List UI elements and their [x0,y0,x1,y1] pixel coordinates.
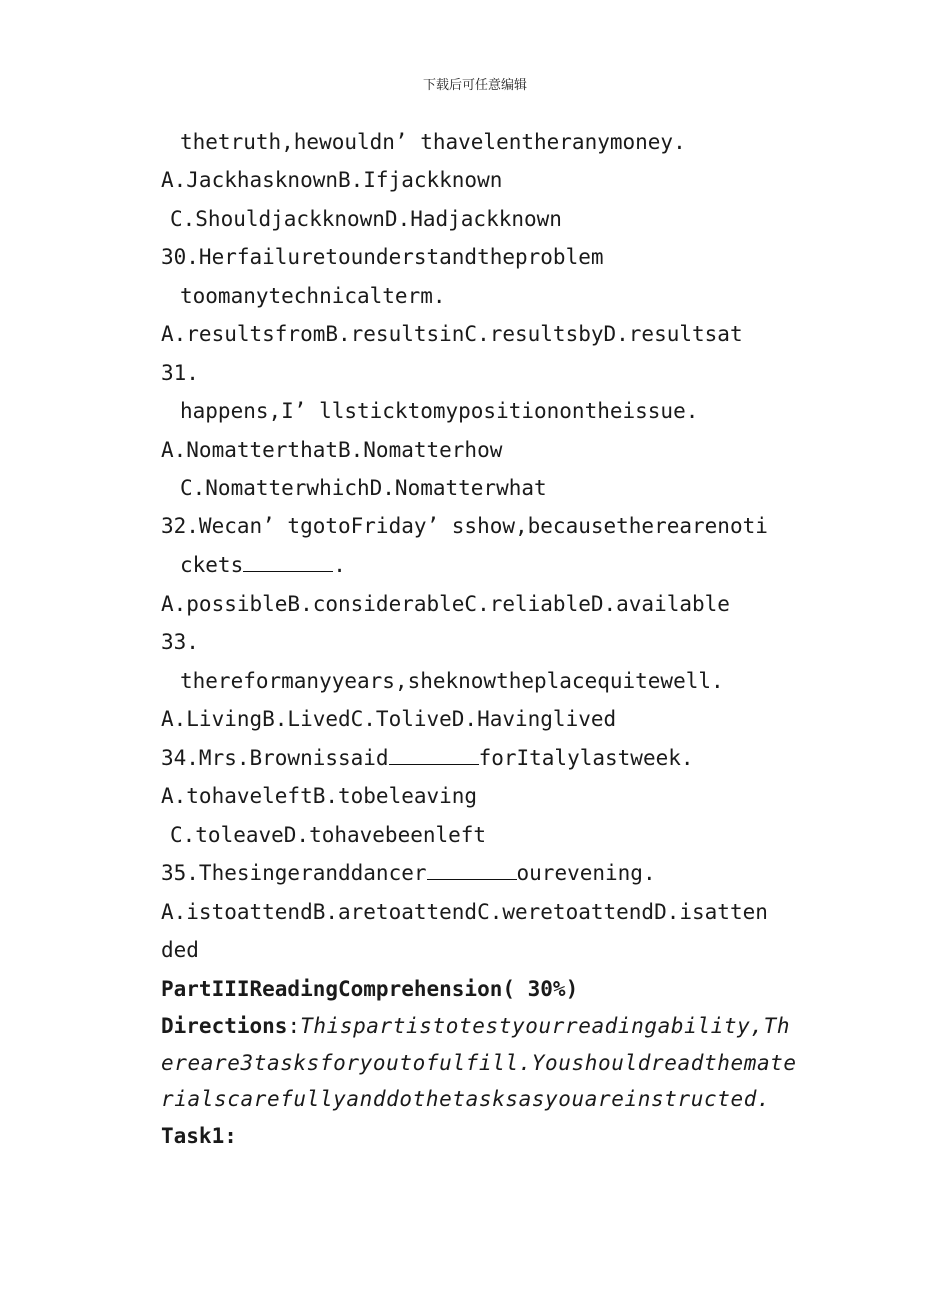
question-35 [161,859,656,887]
question-text: . [333,553,346,577]
directions-text: ereare3tasksforyoutofulfill.Youshouldreadthemate [161,1051,797,1075]
directions-line [161,1012,790,1040]
question-34 [161,744,694,772]
question-text-line: thereformanyyears,sheknowtheplacequitewell. [180,669,724,693]
answer-blank [427,861,517,880]
part-title: PartIIIReadingComprehension( 30%) [161,977,579,1001]
answer-blank [389,746,479,765]
answer-options-line: A.LivingB.LivedC.ToliveD.Havinglived [161,707,617,731]
answer-options-line: C.ShouldjackknownD.Hadjackknown [170,207,562,231]
question-32: 32.Wecan’ tgotoFriday’ sshow,becausetherearenoti [161,514,768,538]
task-heading: Task1: [161,1124,237,1148]
answer-options-line: A.istoattendB.aretoattendC.weretoattendD.isatten [161,900,768,924]
question-33: 33. [161,630,199,654]
question-text-line [180,551,346,579]
directions-colon: : [287,1014,301,1038]
question-text: ourevening. [516,861,656,885]
question-text-line: thetruth,hewouldn’ thavelentheranymoney. [180,130,686,154]
answer-options-line: C.toleaveD.tohavebeenleft [170,823,487,847]
answer-options-line: A.NomatterthatB.Nomatterhow [161,438,503,462]
directions-text: Thispartistotestyourreadingability,Th [300,1014,791,1038]
question-text: 35.Thesingeranddancer [161,861,427,885]
answer-options-line: C.NomatterwhichD.Nomatterwhat [180,476,547,500]
question-text: forItalylastweek. [478,746,694,770]
question-text-line: happens,I’ llsticktomypositionontheissue. [180,399,699,423]
answer-blank [243,553,333,572]
question-31: 31. [161,361,199,385]
answer-options-line: A.resultsfromB.resultsinC.resultsbyD.resultsat [161,322,743,346]
question-30: 30.Herfailuretounderstandtheproblem [161,245,604,269]
page-header: 下载后可任意编辑 [422,78,527,93]
question-text: 34.Mrs.Brownissaid [161,746,389,770]
answer-options-line: A.possibleB.considerableC.reliableD.available [161,592,730,616]
directions-text: rialscarefullyanddothetasksasyouareinstructed. [161,1087,771,1111]
answer-options-line: ded [161,938,199,962]
question-text-line: toomanytechnicalterm. [180,284,446,308]
question-text: ckets [180,553,244,577]
answer-options-line: A.JackhasknownB.Ifjackknown [161,168,503,192]
directions-label: Directions [161,1014,288,1038]
answer-options-line: A.tohaveleftB.tobeleaving [161,784,478,808]
